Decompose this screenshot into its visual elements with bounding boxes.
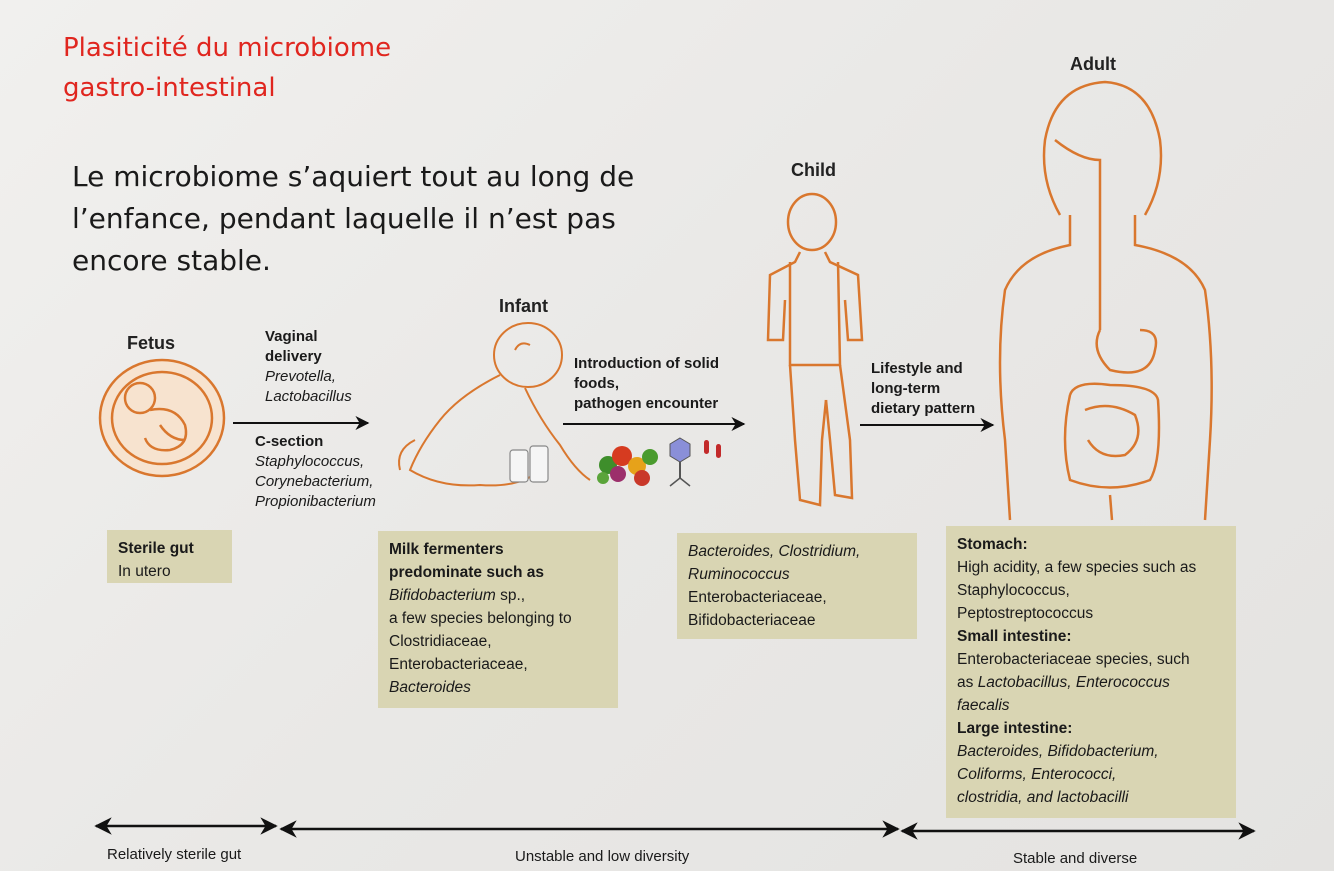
slide-title-line1: Plasiticité du microbiome xyxy=(63,33,392,63)
solid-foods-label xyxy=(574,354,719,414)
stage-adult: Adult xyxy=(1070,54,1116,74)
intro-line2: l’enfance, pendant laquelle il n’est pas xyxy=(72,202,616,235)
fetus-illustration xyxy=(100,360,224,476)
solid-line-3: pathogen encounter xyxy=(574,395,719,412)
vaginal-title-1: Vaginal xyxy=(265,328,318,345)
adult-stomach-3: Peptostreptococcus xyxy=(957,605,1094,622)
intro-line1: Le microbiome s’aquiert tout au long de xyxy=(72,160,635,193)
vaginal-species-1: Prevotella, xyxy=(265,368,336,385)
lifestyle-line-1: Lifestyle and xyxy=(871,360,963,377)
timeline-sterile-label: Relatively sterile gut xyxy=(107,846,242,863)
adult-stomach-2: Staphylococcus, xyxy=(957,582,1070,599)
adult-stomach-1: High acidity, a few species such as xyxy=(957,559,1197,576)
slide-title xyxy=(63,28,391,108)
infant-box-line1-suffix: sp., xyxy=(495,587,526,604)
adult-small-2: Lactobacillus, Enterococcus xyxy=(977,674,1170,691)
lifestyle-label xyxy=(871,359,975,419)
infant-info-box xyxy=(378,531,618,708)
adult-stomach-title: Stomach: xyxy=(957,536,1028,553)
child-box-line2: Ruminococcus xyxy=(688,566,790,583)
fetus-info-box xyxy=(107,530,232,583)
vaginal-title-2: delivery xyxy=(265,348,322,365)
child-box-line4: Bifidobacteriaceae xyxy=(688,612,816,629)
csection-species-2: Corynebacterium, xyxy=(255,473,374,490)
stage-fetus: Fetus xyxy=(127,333,176,353)
child-box-line1: Bacteroides, Clostridium, xyxy=(688,543,861,560)
infant-box-line5: Bacteroides xyxy=(389,679,471,696)
adult-large-1: Bacteroides, Bifidobacterium, xyxy=(957,743,1159,760)
infant-box-line3: Clostridiaceae, xyxy=(389,633,492,650)
csection-title: C-section xyxy=(255,433,324,450)
c-section-label xyxy=(255,432,376,512)
adult-large-3: clostridia, and lactobacilli xyxy=(957,789,1129,806)
slide-title-line2: gastro-intestinal xyxy=(63,73,276,103)
adult-illustration xyxy=(1000,82,1212,520)
pathogen-icon xyxy=(670,438,721,486)
child-box-line3: Enterobacteriaceae, xyxy=(688,589,827,606)
solid-line-1: Introduction of solid xyxy=(574,355,719,372)
adult-large-2: Coliforms, Enterococci, xyxy=(957,766,1117,783)
adult-small-title: Small intestine: xyxy=(957,628,1072,645)
timeline-unstable-label: Unstable and low diversity xyxy=(515,848,690,865)
lifestyle-line-3: dietary pattern xyxy=(871,400,976,417)
adult-large-title: Large intestine: xyxy=(957,720,1073,737)
timeline-stable-label: Stable and diverse xyxy=(1013,850,1138,867)
adult-info-box xyxy=(946,526,1236,818)
infant-box-line4: Enterobacteriaceae, xyxy=(389,656,528,673)
fetus-box-line1: In utero xyxy=(118,563,171,580)
vaginal-species-2: Lactobacillus xyxy=(265,388,352,405)
infant-box-title2: predominate such as xyxy=(389,564,545,581)
csection-species-1: Staphylococcus, xyxy=(255,453,365,470)
adult-small-3: faecalis xyxy=(957,697,1010,714)
adult-small-1: Enterobacteriaceae species, such xyxy=(957,651,1190,668)
infant-box-title1: Milk fermenters xyxy=(389,541,504,558)
adult-small-2-prefix: as xyxy=(957,674,978,691)
infant-illustration xyxy=(399,323,590,485)
intro-line3: encore stable. xyxy=(72,244,271,277)
infant-box-line2: a few species belonging to xyxy=(389,610,572,627)
lifestyle-line-2: long-term xyxy=(871,380,941,397)
intro-text xyxy=(72,156,672,282)
child-illustration xyxy=(768,194,862,505)
csection-species-3: Propionibacterium xyxy=(255,493,376,510)
child-info-box xyxy=(677,533,917,639)
vegetables-icon xyxy=(597,446,658,486)
solid-line-2: foods, xyxy=(574,375,619,392)
infant-box-line1: Bifidobacterium xyxy=(389,587,496,604)
vaginal-delivery-label xyxy=(265,327,352,407)
stage-child: Child xyxy=(791,160,836,180)
stage-infant: Infant xyxy=(499,296,548,316)
fetus-box-title: Sterile gut xyxy=(118,540,194,557)
